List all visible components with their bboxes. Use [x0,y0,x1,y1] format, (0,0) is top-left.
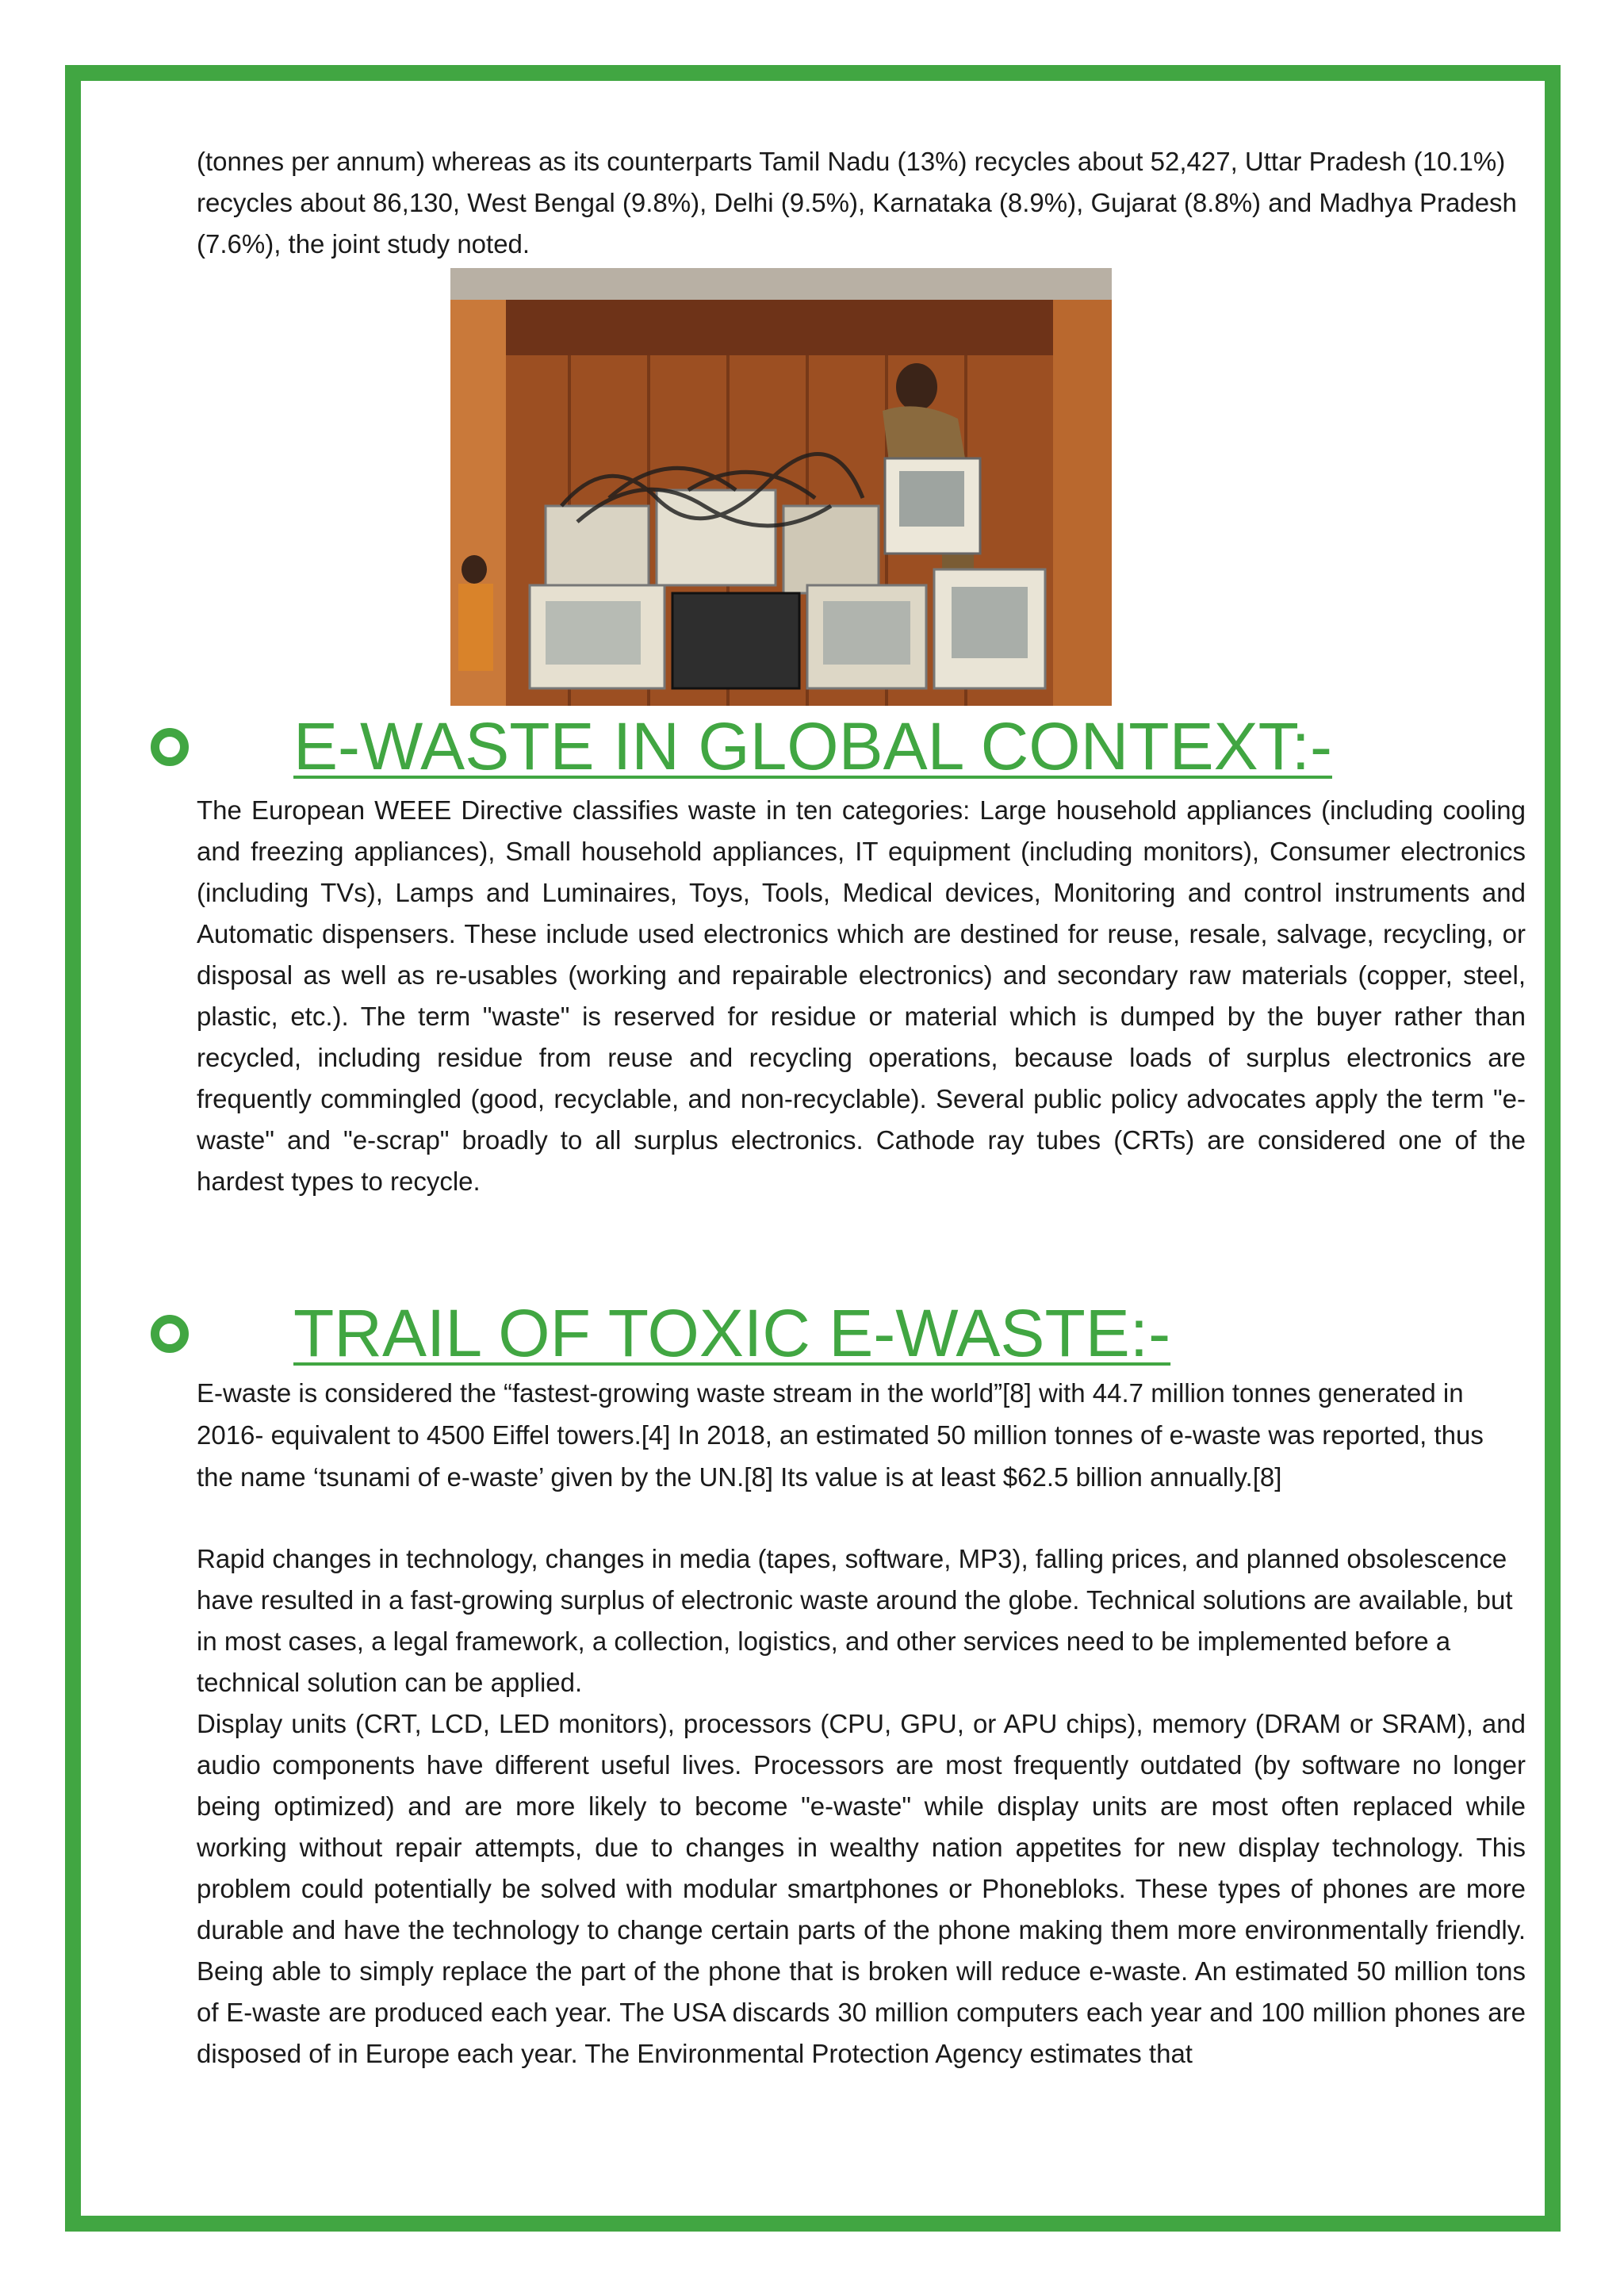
trail-paragraph-2: Rapid changes in technology, changes in media (tapes, software, MP3), falling prices, and planned obsolescence have resulted in a fast-growing surplus of electronic waste around the globe. Technical solutions are available, but in most cases, a legal framework, a collection, logistics, and other services need to be implemented before a technical solution can be applied. [197,1544,1513,1697]
intro-paragraph: (tonnes per annum) whereas as its counterparts Tamil Nadu (13%) recycles about 52,427, Uttar Pradesh (10.1%) recycles about 86,130, West Bengal (9.8%), Delhi (9.5%), Karnataka (8.9%), Gujarat (8.8%) and Madhya Pradesh (7.6%), the joint study noted. [197,147,1517,259]
trail-paragraph-3: Display units (CRT, LCD, LED monitors), processors (CPU, GPU, or APU chips), memory (DRAM or SRAM), and audio components have different useful lives. Processors are most frequently outdated (by software no longer being optimized) and are more likely to become "e-waste" while display units are most often replaced while working without repair attempts, due to changes in wealthy nation appetites for new display technology. This problem could potentially be solved with modular smartphones or Phonebloks. These types of phones are more durable and have the technology to change certain parts of the phone making them more environmentally friendly. Being able to simply replace the part of the phone that is broken will reduce e-waste. An estimated 50 million tons of E-waste are produced each year. The USA discards 30 million computers each year and 100 million phones are disposed of in Europe each year. The Environmental Protection Agency estimates that [197,1709,1526,2068]
section-heading-trail-toxic [151,1297,1499,1369]
photo-illustration [450,268,1112,706]
circle-bullet-icon [151,1315,189,1353]
section-heading-global-context [151,711,1499,782]
heading-text: TRAIL OF TOXIC E-WASTE:- [293,1296,1171,1370]
circle-bullet-icon [151,728,189,766]
trail-paragraph-1: E-waste is considered the “fastest-growing waste stream in the world”[8] with 44.7 million tonnes generated in 2016- equivalent to 4500 Eiffel towers.[4] In 2018, an estimated 50 million tonnes of e-waste was reported, thus the name ‘tsunami of e-waste’ given by the UN.[8] Its value is at least $62.5 billion annually.[8] [197,1378,1484,1492]
global-context-paragraph: The European WEEE Directive classifies waste in ten categories: Large household appliances (including cooling and freezing appliances), Small household appliances, IT equipment (including monitors), Consumer electronics (including TVs), Lamps and Luminaires, Toys, Tools, Medical devices, Monitoring and control instruments and Automatic dispensers. These include used electronics which are destined for reuse, resale, salvage, recycling, or disposal as well as re-usables (working and repairable electronics) and secondary raw materials (copper, steel, plastic, etc.). The term "waste" is reserved for residue or material which is dumped by the buyer rather than recycled, including residue from reuse and recycling operations, because loads of surplus electronics are frequently commingled (good, recyclable, and non-recyclable). Several public policy advocates apply the term "e-waste" and "e-scrap" broadly to all surplus electronics. Cathode ray tubes (CRTs) are considered one of the hardest types to recycle. [197,795,1526,1196]
heading-text: E-WASTE IN GLOBAL CONTEXT:- [293,709,1332,784]
e-waste-truck-photo [450,268,1112,706]
